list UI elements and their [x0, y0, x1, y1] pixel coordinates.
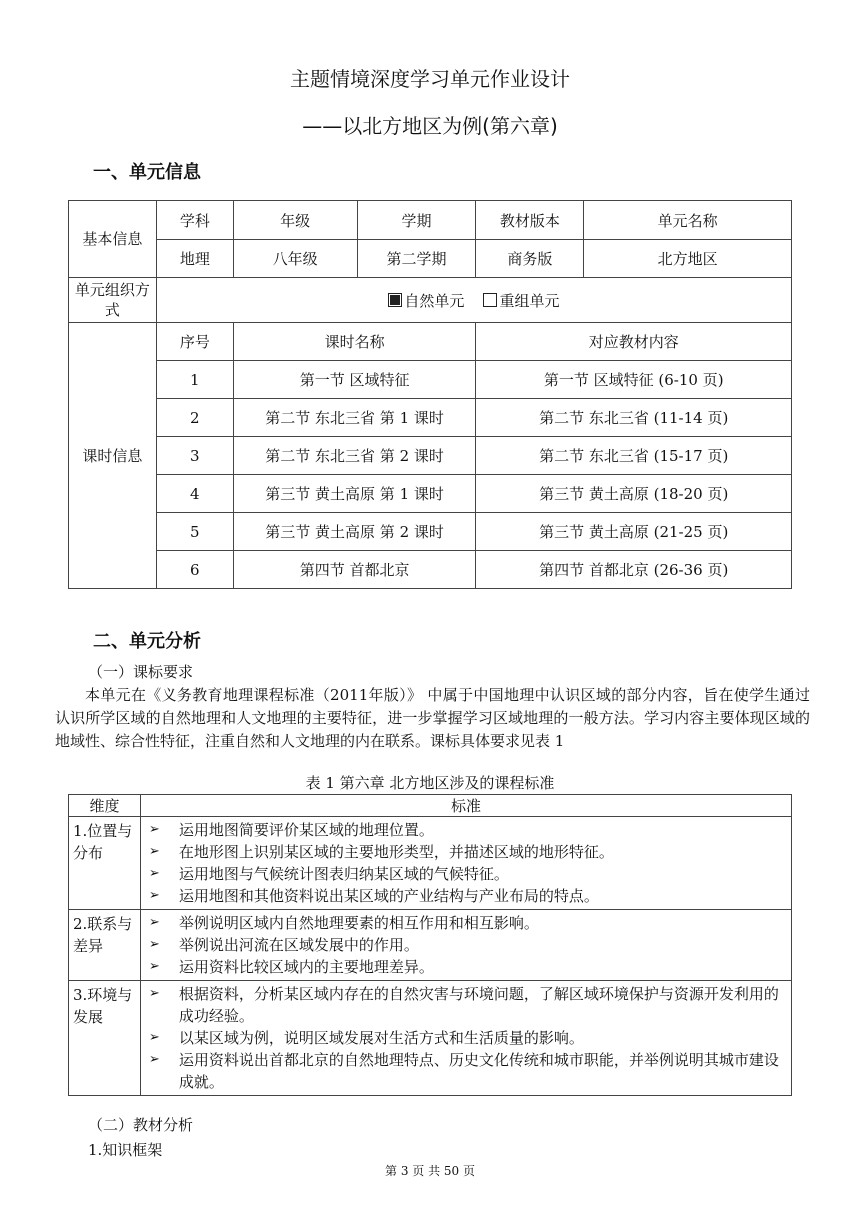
unit-info-table: [68, 200, 792, 589]
std-row: [69, 817, 792, 910]
header-subject: 学科: [156, 201, 233, 240]
org-option-natural: 自然单元: [404, 291, 465, 310]
section2-heading: 二、单元分析: [93, 631, 201, 652]
arrow-bullet-icon: ➢: [148, 866, 160, 881]
page-footer: 第 3 页 共 50 页: [385, 1164, 475, 1178]
lesson-no: 5: [156, 513, 233, 551]
curriculum-paragraph: 本单元在《义务教育地理课程标准（2011年版）》 中属于中国地理中认识区域的部分内容，旨在使学生通过认识所学区域的自然地理和人文地理的主要特征，进一步掌握学习区域地理的一般方法。学习内容主要体现区域的地域性、综合性特征，注重自然和人文地理的内在联系。课标具体要求见表 1: [55, 686, 810, 750]
value-edition: 商务版: [476, 240, 584, 278]
lesson-content: 第二节 东北三省 (15-17 页): [476, 437, 792, 475]
std-item: 运用地图和其他资料说出某区域的产业结构与产业布局的特点。: [178, 887, 599, 905]
unchecked-box-icon: [483, 293, 497, 307]
checked-box-icon: [388, 293, 402, 307]
std-row: [69, 981, 792, 1096]
header-grade: 年级: [233, 201, 357, 240]
curriculum-standards-table: [68, 794, 792, 1096]
org-label: 单元组织方式: [69, 278, 157, 323]
lesson-header-content: 对应教材内容: [476, 323, 792, 361]
std-item: 以某区域为例，说明区域发展对生活方式和生活质量的影响。: [178, 1029, 584, 1047]
arrow-bullet-icon: ➢: [148, 1030, 160, 1045]
lesson-info-label: 课时信息: [69, 323, 157, 589]
subheading-knowledge-framework: 1.知识框架: [88, 1141, 163, 1159]
value-term: 第二学期: [357, 240, 476, 278]
arrow-bullet-icon: ➢: [148, 1052, 160, 1067]
std-header-dimension: 维度: [69, 795, 141, 817]
lesson-row: [69, 475, 792, 513]
std-items: [140, 817, 791, 910]
std-item: 根据资料，分析某区域内存在的自然灾害与环境问题，了解区域环境保护与资源开发利用的成功经验。: [178, 985, 779, 1025]
lesson-row: [69, 551, 792, 589]
lesson-content: 第四节 首都北京 (26-36 页): [476, 551, 792, 589]
lesson-content: 第二节 东北三省 (11-14 页): [476, 399, 792, 437]
header-term: 学期: [357, 201, 476, 240]
subheading-textbook: （二）教材分析: [88, 1116, 194, 1134]
value-subject: 地理: [156, 240, 233, 278]
lesson-row: [69, 437, 792, 475]
table-caption: 表 1 第六章 北方地区涉及的课程标准: [305, 774, 555, 792]
basic-info-label: 基本信息: [69, 201, 157, 278]
lesson-name: 第二节 东北三省 第 1 课时: [233, 399, 476, 437]
lesson-row: [69, 361, 792, 399]
lesson-row: [69, 513, 792, 551]
lesson-header-no: 序号: [156, 323, 233, 361]
lesson-no: 6: [156, 551, 233, 589]
std-header-standard: 标准: [140, 795, 791, 817]
doc-title: 主题情境深度学习单元作业设计: [290, 67, 570, 91]
org-option-regroup: 重组单元: [499, 291, 560, 310]
arrow-bullet-icon: ➢: [148, 986, 160, 1001]
std-row: [69, 910, 792, 981]
arrow-bullet-icon: ➢: [148, 937, 160, 952]
std-item: 运用地图简要评价某区域的地理位置。: [178, 821, 434, 839]
lesson-no: 1: [156, 361, 233, 399]
std-items: [140, 910, 791, 981]
std-item: 在地形图上识别某区域的主要地形类型，并描述区域的地形特征。: [178, 843, 614, 861]
arrow-bullet-icon: ➢: [148, 915, 160, 930]
std-dimension: 2.联系与差异: [69, 910, 141, 981]
std-item: 运用资料比较区域内的主要地理差异。: [178, 958, 434, 976]
lesson-name: 第一节 区域特征: [233, 361, 476, 399]
lesson-no: 2: [156, 399, 233, 437]
std-item: 运用资料说出首都北京的自然地理特点、历史文化传统和城市职能，并举例说明其城市建设成就。: [178, 1051, 779, 1091]
doc-subtitle: ——以北方地区为例(第六章): [302, 114, 558, 138]
std-item: 举例说明区域内自然地理要素的相互作用和相互影响。: [178, 914, 539, 932]
lesson-name: 第二节 东北三省 第 2 课时: [233, 437, 476, 475]
arrow-bullet-icon: ➢: [148, 888, 160, 903]
lesson-row: [69, 399, 792, 437]
arrow-bullet-icon: ➢: [148, 844, 160, 859]
lesson-name: 第三节 黄土高原 第 1 课时: [233, 475, 476, 513]
header-unit-name: 单元名称: [584, 201, 792, 240]
lesson-no: 3: [156, 437, 233, 475]
lesson-header-name: 课时名称: [233, 323, 476, 361]
std-dimension: 1.位置与分布: [69, 817, 141, 910]
lesson-name: 第四节 首都北京: [233, 551, 476, 589]
value-grade: 八年级: [233, 240, 357, 278]
std-dimension: 3.环境与发展: [69, 981, 141, 1096]
value-unit-name: 北方地区: [584, 240, 792, 278]
std-item: 举例说出河流在区域发展中的作用。: [178, 936, 419, 954]
lesson-content: 第一节 区域特征 (6-10 页): [476, 361, 792, 399]
arrow-bullet-icon: ➢: [148, 822, 160, 837]
header-edition: 教材版本: [476, 201, 584, 240]
lesson-content: 第三节 黄土高原 (18-20 页): [476, 475, 792, 513]
subheading-curriculum: （一）课标要求: [88, 663, 194, 681]
std-items: [140, 981, 791, 1096]
org-options: [156, 278, 791, 323]
std-item: 运用地图与气候统计图表归纳某区域的气候特征。: [178, 865, 509, 883]
lesson-content: 第三节 黄土高原 (21-25 页): [476, 513, 792, 551]
lesson-name: 第三节 黄土高原 第 2 课时: [233, 513, 476, 551]
section1-heading: 一、单元信息: [93, 162, 201, 183]
arrow-bullet-icon: ➢: [148, 959, 160, 974]
lesson-no: 4: [156, 475, 233, 513]
